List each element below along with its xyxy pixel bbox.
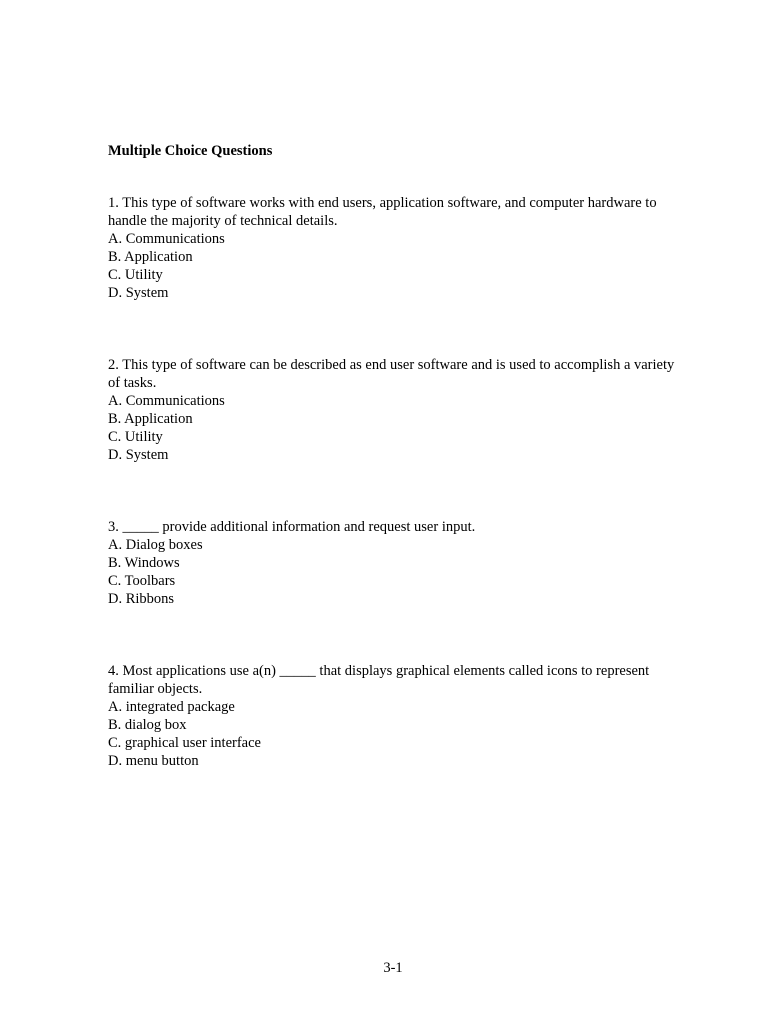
answer-option: B. Application	[108, 249, 193, 265]
answer-option: C. Utility	[108, 267, 163, 283]
answer-option: A. Communications	[108, 231, 225, 247]
answer-option: C. Utility	[108, 429, 163, 445]
answer-option: B. Application	[108, 411, 193, 427]
answer-options	[108, 698, 683, 770]
document-body	[108, 142, 683, 770]
answer-option: B. Windows	[108, 555, 180, 571]
question-2	[108, 356, 683, 464]
answer-option: C. graphical user interface	[108, 735, 261, 751]
answer-options	[108, 230, 683, 302]
answer-option: A. Dialog boxes	[108, 537, 203, 553]
section-heading: Multiple Choice Questions	[108, 143, 273, 159]
question-text: 1. This type of software works with end users, application software, and computer hardware to handle the majority of technical details.	[108, 195, 657, 229]
answer-option: C. Toolbars	[108, 573, 176, 589]
question-1	[108, 194, 683, 302]
question-text: 2. This type of software can be described as end user software and is used to accomplish a variety of tasks.	[108, 357, 675, 391]
answer-option: D. System	[108, 285, 169, 301]
answer-option: A. integrated package	[108, 699, 235, 715]
answer-option: D. menu button	[108, 753, 199, 769]
answer-options	[108, 392, 683, 464]
answer-option: D. System	[108, 447, 169, 463]
page-number: 3-1	[383, 960, 403, 976]
answer-option: A. Communications	[108, 393, 225, 409]
question-4	[108, 662, 683, 770]
answer-option: B. dialog box	[108, 717, 187, 733]
answer-options	[108, 536, 683, 608]
question-text: 3. _____ provide additional information and request user input.	[108, 519, 476, 535]
question-text: 4. Most applications use a(n) _____ that displays graphical elements called icons to represent familiar objects.	[108, 663, 650, 697]
answer-option: D. Ribbons	[108, 591, 175, 607]
question-3	[108, 518, 683, 608]
